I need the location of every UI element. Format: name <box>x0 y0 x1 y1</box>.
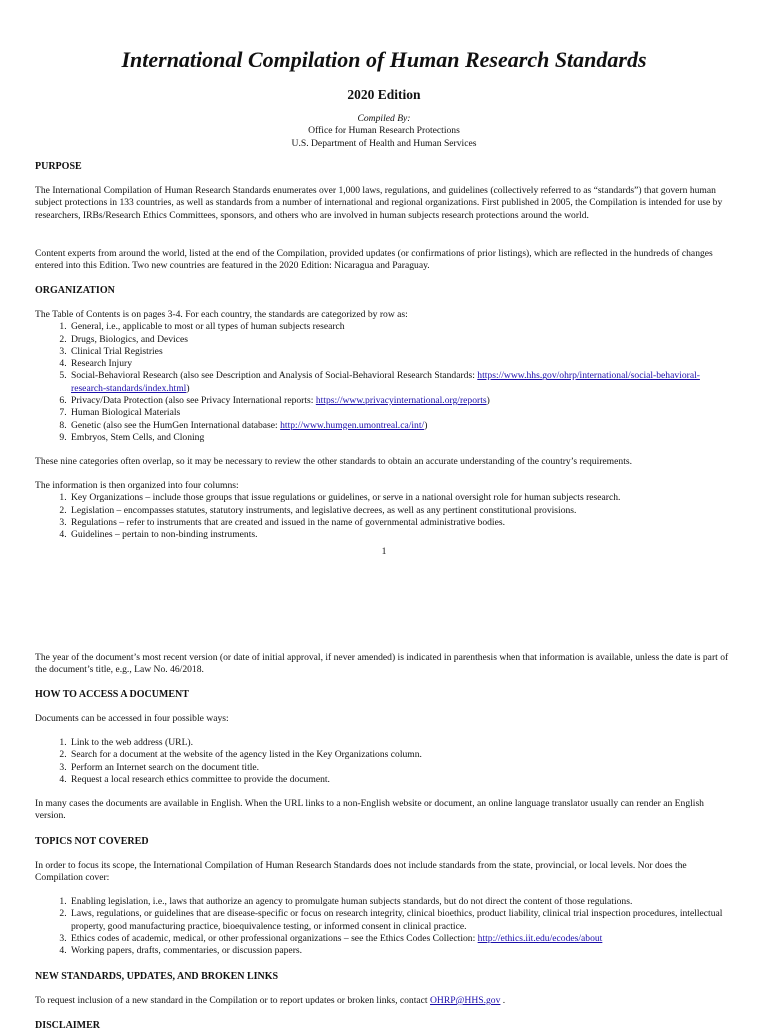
new-standards-text-end: . <box>500 995 506 1006</box>
list-item: 1. General, i.e., applicable to most or all types of human subjects research <box>69 321 735 333</box>
list-item: 2. Laws, regulations, or guidelines that are disease-specific or focus on research integrity, clinical bioethics, product liability, clinical trial inspection procedures, intellectual property, good manufacturing practice, bioequivalence testing, or informed consent in clinical practice. <box>69 908 735 933</box>
access-intro: Documents can be accessed in four possible ways: <box>35 713 229 724</box>
list-item-text: Privacy/Data Protection (also see Privacy International reports: <box>71 395 316 407</box>
list-item: 3. Perform an Internet search on the document title. <box>69 762 735 774</box>
organization-heading: ORGANIZATION <box>35 285 115 296</box>
english-availability-note: In many cases the documents are available in English. When the URL links to a non-English website or document, an online language translator usually can render an English version. <box>35 798 704 822</box>
list-item <box>69 370 735 395</box>
column-list <box>35 492 735 541</box>
category-list <box>35 321 735 444</box>
list-item: 1. Enabling legislation, i.e., laws that authorize an agency to promulgate human subjects standards, but do not direct the content of those regulations. <box>69 896 735 908</box>
list-item: 4. Request a local research ethics committee to provide the document. <box>69 774 735 786</box>
list-item: 4. Working papers, drafts, commentaries, or discussion papers. <box>69 945 735 957</box>
new-standards-paragraph <box>35 995 735 1007</box>
compiled-by-label: Compiled By: <box>357 113 411 124</box>
list-item <box>69 395 735 407</box>
purpose-paragraph-2: Content experts from around the world, listed at the end of the Compilation, provided updates (or confirmations of prior listings), which are reflected in the hundreds of changes entered into this Edition. Two new countries are featured in the 2020 Edition: Nicaragua and Paraguay. <box>35 248 713 272</box>
page-number: 1 <box>381 546 387 557</box>
list-item: 2. Search for a document at the website of the agency listed in the Key Organizations column. <box>69 749 735 761</box>
topics-intro: In order to focus its scope, the International Compilation of Human Research Standards does not include standards from the state, provincial, or local levels. Nor does the Compilation cover: <box>35 860 687 884</box>
columns-intro: The information is then organized into four columns: <box>35 480 239 491</box>
topics-list <box>35 896 735 957</box>
list-item <box>69 933 735 945</box>
new-standards-heading: NEW STANDARDS, UPDATES, AND BROKEN LINKS <box>35 971 279 982</box>
social-behavioral-standards-link[interactable]: https://www.hhs.gov/ohrp/international/social-behavioral-research-standards/index.html <box>71 370 700 394</box>
list-item: 1. Link to the web address (URL). <box>69 737 735 749</box>
department-name: U.S. Department of Health and Human Services <box>291 137 477 149</box>
list-item-text: Social-Behavioral Research (also see Description and Analysis of Social-Behavioral Research Standards: <box>71 370 478 382</box>
list-item: 4. Research Injury <box>69 358 735 370</box>
privacy-international-link[interactable]: https://www.privacyinternational.org/reports <box>315 395 487 407</box>
list-item: 3. Clinical Trial Registries <box>69 346 735 358</box>
document-title: International Compilation of Human Research Standards <box>121 47 647 72</box>
year-note-paragraph: The year of the document’s most recent version (or date of initial approval, if never amended) is indicated in parenthesis when that information is available, unless the date is part of the document’s title, e.g., Law No. 46/2018. <box>35 652 729 676</box>
ethics-codes-link[interactable]: http://ethics.iit.edu/ecodes/about <box>477 932 603 944</box>
disclaimer-heading: DISCLAIMER <box>35 1020 101 1031</box>
purpose-section <box>35 160 735 173</box>
list-item: 4. Guidelines – pertain to non-binding instruments. <box>69 529 735 541</box>
list-item <box>69 420 735 432</box>
ohrp-email-link[interactable]: OHRP@HHS.gov <box>429 995 501 1006</box>
list-item-text: Ethics codes of academic, medical, or other professional organizations – see the Ethics Codes Collection: <box>71 932 478 944</box>
categories-overlap-note: These nine categories often overlap, so it may be necessary to review the other standards to obtain an accurate understanding of the country’s requirements. <box>35 456 632 467</box>
list-item-text-end: ) <box>186 382 190 394</box>
purpose-paragraph-1: The International Compilation of Human Research Standards enumerates over 1,000 laws, regulations, and guidelines (collectively referred to as “standards”) that govern human subject protections in 133 countries, as well as standards from a number of international and regional organizations. First published in 2005, the Compilation is intended for use by researchers, IRBs/Research Ethics Committees, sponsors, and others who are involved in human subjects research protections around the world. <box>35 185 723 221</box>
organization-intro: The Table of Contents is on pages 3-4. For each country, the standards are categorized by row as: <box>35 309 408 320</box>
office-name: Office for Human Research Protections <box>308 125 460 137</box>
list-item-text: Genetic (also see the HumGen International database: <box>71 419 281 431</box>
list-item-text-end: ) <box>486 395 490 407</box>
new-standards-text: To request inclusion of a new standard in the Compilation or to report updates or broken links, contact <box>35 995 430 1006</box>
edition-label: 2020 Edition <box>347 87 421 102</box>
list-item: 2. Drugs, Biologics, and Devices <box>69 334 735 346</box>
list-item: 9. Embryos, Stem Cells, and Cloning <box>69 432 735 444</box>
purpose-heading: PURPOSE <box>35 161 82 172</box>
list-item: 2. Legislation – encompasses statutes, statutory instruments, and legislative decrees, as well as any pertinent constitutional provisions. <box>69 505 735 517</box>
list-item: 7. Human Biological Materials <box>69 407 735 419</box>
humgen-database-link[interactable]: http://www.humgen.umontreal.ca/int/ <box>280 419 425 431</box>
list-item-text-end: ) <box>424 419 428 431</box>
list-item: 3. Regulations – refer to instruments that are created and issued in the name of governmental administrative bodies. <box>69 517 735 529</box>
access-heading: HOW TO ACCESS A DOCUMENT <box>35 689 189 700</box>
list-item: 1. Key Organizations – include those groups that issue regulations or guidelines, or serve in a national oversight role for human subjects research. <box>69 492 735 504</box>
access-ways-list <box>35 737 735 786</box>
compiled-by-block <box>0 113 768 150</box>
topics-not-covered-heading: TOPICS NOT COVERED <box>35 836 149 847</box>
